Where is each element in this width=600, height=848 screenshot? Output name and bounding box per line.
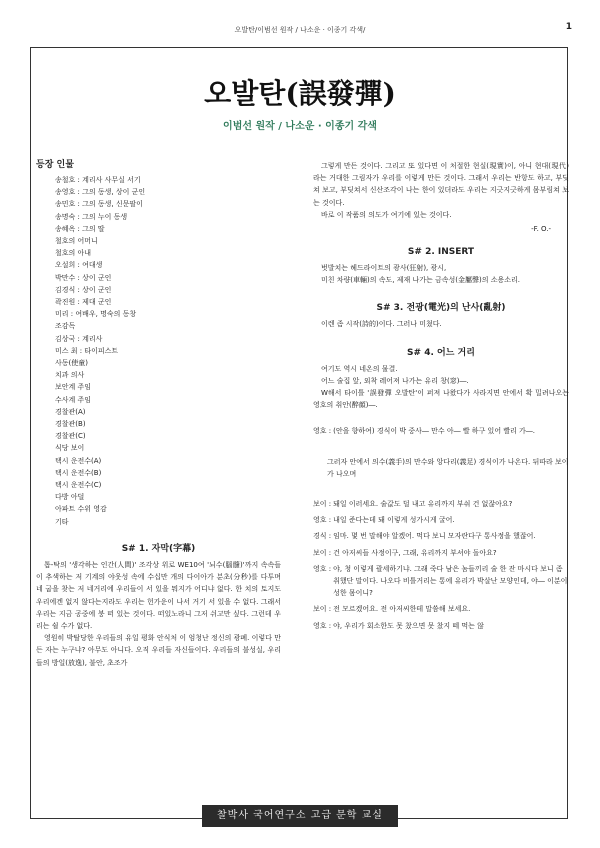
- scene-2-title: S# 2. INSERT: [407, 247, 475, 258]
- cast-item: 미리 : 여배우, 명숙의 동창: [55, 310, 137, 319]
- dialogue-line: [313, 563, 569, 600]
- cast-item: 택시 운전수(A): [55, 456, 102, 465]
- dialogue-text: 전 모르겠어요. 전 아저씨한테 말씀해 보세요.: [333, 605, 471, 614]
- cast-item: 다방 아덜: [55, 493, 85, 502]
- intro-text-2: 바로 이 작품의 의도가 여기에 있는 것이다.: [321, 210, 452, 219]
- intro-text: 그렇게 만든 것이다. 그리고 또 있다면 이 처절한 현실(現實)이, 아니 현대(現代)라는 거대한 그림자가 우리를 이렇게 만든 것이다. 그래서 우리는 반항도 하고, 부딪쳐 보고, 부딪쳐서 신산조각이 나는 한이 있더라도 우리는 지긋지긋하게 몸부림쳐 보는 것이다.: [313, 162, 569, 207]
- dialogue-list: [313, 498, 569, 632]
- cast-item: 철호의 아내: [55, 249, 92, 258]
- cast-item: 조감독: [55, 322, 76, 331]
- dialogue-line: [313, 425, 569, 437]
- dialogue-line: [313, 620, 569, 632]
- cast-item: 송철호 : 계리사 사무실 서기: [55, 176, 141, 184]
- speaker: 보이 :: [313, 605, 332, 614]
- cast-item: 송영호 : 그의 동생, 상이 군인: [55, 188, 146, 197]
- left-column: [36, 157, 281, 669]
- cast-item: 택시 운전수(C): [55, 481, 102, 490]
- scene-3-title: S# 3. 전광(電光)의 난사(亂射): [376, 303, 506, 314]
- speaker: 영호 :: [313, 621, 332, 630]
- cast-item: 송혜옥 : 그의 딸: [55, 224, 105, 233]
- cast-item: 미스 최 : 타이피스트: [55, 346, 119, 355]
- dialogue-text: 임마. 몇 번 말해야 알겠어. 먹다 보니 모자란다구 통사정을 했잖어.: [333, 532, 536, 541]
- running-header: 오발탄/이범선 원작 / 나소운 · 이종기 각색/: [234, 26, 366, 34]
- speaker: 영호 :: [313, 564, 332, 573]
- dialogue-text: 야, 우리가 회소한도 못 찼으면 못 찼지 떼 먹는 않: [333, 621, 484, 630]
- cast-item: 경찰관(B): [55, 420, 86, 429]
- signature: -F. O.-: [531, 225, 551, 234]
- speaker: 보이 :: [313, 548, 332, 557]
- dialogue-text: 야, 청 이렇게 괄세하기냐. 그래 죽다 남은 놈들끼리 술 한 잔 마시다 보니 좀 취했단 말이다. 나오다 비틀거리는 통에 유리가 박살난 모양인데, 야― 이분이 성한 몸이니?: [333, 564, 568, 598]
- cast-item: 기타: [55, 517, 69, 526]
- cast-list: [36, 174, 281, 528]
- footer-banner: 찰박사 국어연구소 고급 문학 교실: [202, 805, 398, 827]
- speaker: 영호 :: [313, 427, 332, 436]
- cast-item: 택시 운전수(B): [55, 468, 102, 477]
- speaker: 영호 :: [313, 516, 332, 525]
- cast-item: 김경식 : 상이 군인: [55, 285, 112, 294]
- cast-item: 치과 의사: [55, 371, 85, 380]
- scene-1-text: 톱-탁의 '생각하는 인간(人間)' 조각상 위로 WE10여 '뇌수(腦髓)'까지 속속들이 추색하는 저 기계의 야웃성 속에 수십만 개의 다이아가 분초(分秒)를 다투며 네 굽을 찾는 저 네거리에 우리들이 서 있을 뭐지가 어디냐 없다. 한 치의 토지도 우리에겐 없지 않다는지라도 우리는 헌가운이 나서 거기 서 있을 수 없다. 그래서 우리는 지금 공중에 붕 떠 있는 것이다. 떠있노라니 그저 쉬고만 싶다. 그런데 우리는 쉴 수가 없다.: [36, 560, 281, 630]
- speaker: 경식 :: [313, 532, 332, 541]
- document-title: 오발탄(誤發彈): [204, 77, 396, 110]
- speaker: 보이 :: [313, 500, 332, 509]
- scene-4-line-3: W해서 타이틀 '誤發彈 오발탄'이 퍼져 나왔다가 사라지면 안에서 확 밀려나오는 영호의 취안(醉顔)―.: [313, 389, 569, 410]
- scene-4-line-2: 어느 술집 앞, 외착 레어져 나가는 유리 창(窓)―.: [321, 376, 469, 385]
- dialogue-line: [313, 603, 569, 615]
- cast-item: 김상국 : 계리사: [55, 334, 103, 343]
- cast-item: 송명숙 : 그의 누이 동생: [55, 212, 128, 221]
- dialogue-text: 내일 준다는데 돼 이렇게 성가시게 굴어.: [333, 516, 455, 525]
- dialogue-line: [313, 547, 569, 559]
- dialogue-line: [313, 514, 569, 526]
- scene-2-line-1: 벗발치는 헤드라이트의 광사(狂射), 광시,: [321, 264, 447, 273]
- scene-3-text: 이렌 좀 시작(詩的)이다. 그러나 미쳤다.: [321, 320, 442, 329]
- scene-4-line-1: 여기도 역시 네온의 물결.: [321, 364, 398, 373]
- dialogue-text: 건 아저씨들 사정이구, 그래, 유리까지 부셔야 돌아요?: [333, 548, 497, 557]
- cast-item: 철호의 어머니: [55, 237, 98, 246]
- cast-item: 오설희 : 여대생: [55, 261, 103, 270]
- cast-item: 경찰관(C): [55, 432, 86, 441]
- dialogue-line: [313, 530, 569, 542]
- cast-heading: 등장 인물: [36, 160, 74, 170]
- cast-item: 사동(使童): [55, 359, 88, 368]
- dialogue-text: (안을 향하여) 경식이 박 중사― 만수 아― 빨 하구 있어 빨리 가―.: [333, 427, 536, 436]
- cast-item: 송민호 : 그의 동생, 신문팔이: [55, 200, 143, 209]
- cast-item: 아파트 수위 영감: [55, 505, 107, 514]
- cast-item: 박만수 : 상이 군인: [55, 273, 112, 282]
- cast-item: 곽진원 : 제대 군인: [55, 298, 112, 307]
- cast-item: 식당 보이: [55, 444, 85, 453]
- cast-item: 수사계 주임: [55, 395, 92, 404]
- document-subtitle: 이범선 원작 / 나소운 · 이종기 각색: [223, 121, 377, 132]
- cast-item: 보안계 주임: [55, 383, 92, 392]
- scene-1-text-2: 영원히 박탈당한 우리들의 유일 평화 안식처 이 엄청난 정신의 광폐. 이렇다 만든 자는 누구냐? 아무도 아니다. 오직 우리들 자신들이다. 우리들의 불성실, 우리들의 방일(放逸), 불안, 초조가: [36, 634, 281, 667]
- scene-1-title: S# 1. 자막(字幕): [121, 543, 196, 554]
- stage-direction: 그러자 안에서 의수(義手)의 만수와 앙다리(義足) 경식이가 나온다. 뒤따라 보이가 나오며: [327, 457, 569, 478]
- cast-item: 경찰관(A): [55, 407, 86, 416]
- scene-2-line-2: 미친 차량(車輛)의 속도, 제재 나가는 금속성(金屬聲)의 소용소리.: [321, 276, 520, 285]
- dialogue-line: [313, 498, 569, 510]
- page-number: 1: [565, 22, 572, 32]
- scene-4-title: S# 4. 어느 거리: [407, 347, 475, 358]
- right-column: [313, 160, 569, 636]
- dialogue-text: 돼일 이러세요. 술값도 덜 내고 유리까지 부숴 건 없잖아요?: [333, 500, 513, 509]
